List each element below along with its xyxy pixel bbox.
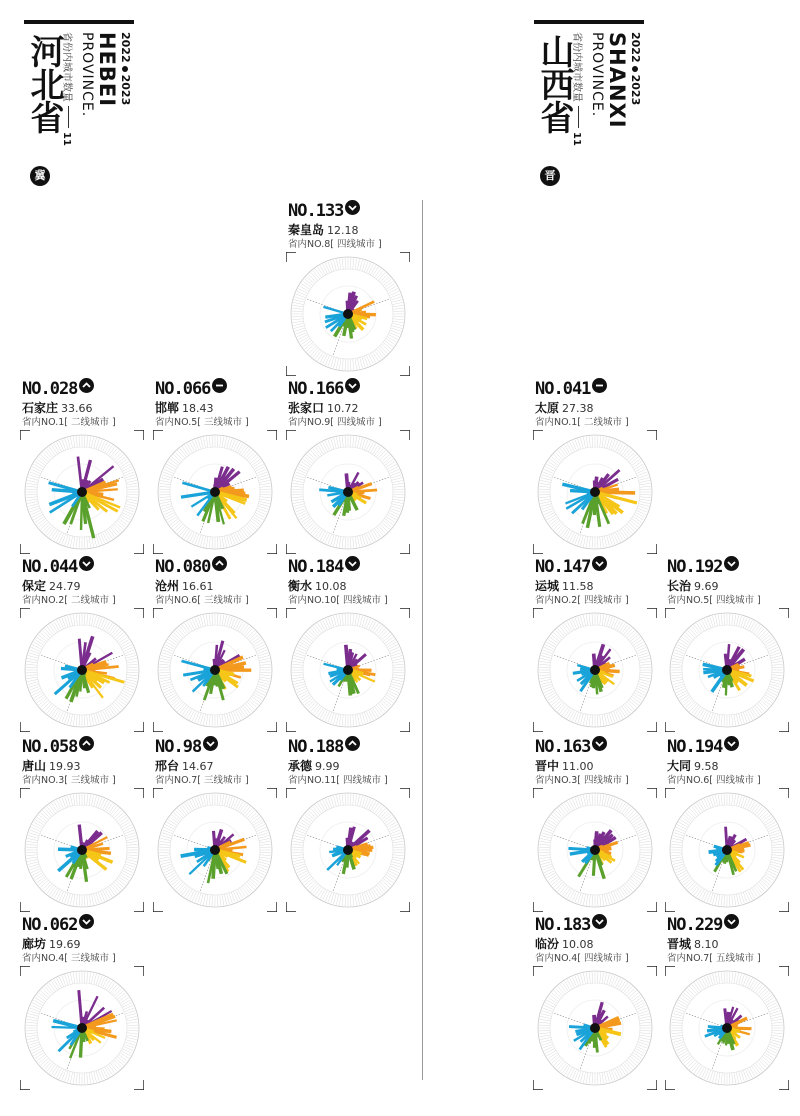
chevron-up-glyph bbox=[83, 384, 90, 388]
corner-bracket bbox=[647, 902, 657, 912]
city-name-line: 邯郸 18.43 bbox=[155, 401, 214, 415]
rank-label: NO.058 bbox=[22, 736, 94, 757]
corner-bracket bbox=[779, 722, 789, 732]
corner-bracket bbox=[267, 902, 277, 912]
city-card bbox=[533, 556, 661, 732]
chevron-up-icon bbox=[79, 378, 94, 393]
city-card bbox=[20, 378, 148, 554]
city-card bbox=[286, 200, 414, 376]
corner-bracket bbox=[779, 1080, 789, 1090]
rank-label: NO.194 bbox=[667, 736, 739, 757]
city-name-line: 承德 9.99 bbox=[288, 759, 340, 773]
center-dot bbox=[590, 487, 600, 497]
radial-chart bbox=[533, 430, 657, 554]
chevron-up-icon bbox=[345, 736, 360, 751]
rank-label: NO.147 bbox=[535, 556, 607, 577]
corner-bracket bbox=[533, 966, 543, 976]
center-dot bbox=[590, 1023, 600, 1033]
corner-bracket bbox=[286, 430, 296, 440]
city-subtitle: 省内NO.6[ 三线城市 ] bbox=[155, 595, 249, 606]
city-subtitle: 省内NO.2[ 二线城市 ] bbox=[22, 595, 116, 606]
city-score: 18.43 bbox=[182, 402, 214, 415]
corner-bracket bbox=[286, 544, 296, 554]
city-count-row: 省份内城市数量11 bbox=[571, 32, 582, 146]
province-divider bbox=[422, 200, 423, 1080]
corner-bracket bbox=[647, 430, 657, 440]
corner-bracket bbox=[20, 430, 30, 440]
trend-icon bbox=[79, 378, 94, 393]
city-score: 11.58 bbox=[562, 580, 594, 593]
corner-bracket bbox=[153, 430, 163, 440]
rank-label: NO.066 bbox=[155, 378, 227, 399]
city-subtitle: 省内NO.7[ 三线城市 ] bbox=[155, 775, 249, 786]
city-name-line: 衡水 10.08 bbox=[288, 579, 347, 593]
city-card bbox=[153, 736, 281, 912]
trend-icon bbox=[592, 556, 607, 571]
center-dot bbox=[210, 487, 220, 497]
chevron-down-glyph bbox=[596, 562, 603, 566]
corner-bracket bbox=[647, 788, 657, 798]
corner-bracket bbox=[267, 544, 277, 554]
chevron-down-icon bbox=[79, 556, 94, 571]
city-card bbox=[20, 736, 148, 912]
rank-label: NO.166 bbox=[288, 378, 360, 399]
chevron-down-glyph bbox=[596, 920, 603, 924]
corner-bracket bbox=[286, 902, 296, 912]
city-count: 11 bbox=[61, 132, 72, 146]
dot-icon bbox=[632, 66, 638, 72]
year-range: 20222023 bbox=[629, 32, 642, 106]
city-subtitle: 省内NO.11[ 四线城市 ] bbox=[288, 775, 388, 786]
corner-bracket bbox=[779, 966, 789, 976]
corner-bracket bbox=[647, 544, 657, 554]
rank-label: NO.041 bbox=[535, 378, 607, 399]
corner-bracket bbox=[779, 608, 789, 618]
corner-bracket bbox=[20, 722, 30, 732]
corner-bracket bbox=[647, 608, 657, 618]
chevron-down-glyph bbox=[83, 920, 90, 924]
city-count-row: 省份内城市数量11 bbox=[61, 32, 72, 146]
city-score: 27.38 bbox=[562, 402, 594, 415]
city-subtitle: 省内NO.8[ 四线城市 ] bbox=[288, 239, 382, 250]
corner-bracket bbox=[20, 788, 30, 798]
rank-label: NO.183 bbox=[535, 914, 607, 935]
province-abbr-badge: 冀 bbox=[30, 166, 50, 186]
corner-bracket bbox=[533, 902, 543, 912]
city-score: 9.58 bbox=[694, 760, 719, 773]
chevron-down-icon bbox=[203, 736, 218, 751]
province-name-cn: 河北省 bbox=[24, 34, 64, 133]
radial-chart bbox=[665, 966, 789, 1090]
city-card bbox=[286, 378, 414, 554]
chevron-up-glyph bbox=[216, 562, 223, 566]
province-header-shanxi bbox=[534, 20, 646, 192]
corner-bracket bbox=[134, 608, 144, 618]
center-dot bbox=[722, 665, 732, 675]
chevron-down-icon bbox=[724, 914, 739, 929]
city-score: 14.67 bbox=[182, 760, 214, 773]
center-dot bbox=[590, 665, 600, 675]
radial-chart bbox=[20, 608, 144, 732]
trend-icon bbox=[592, 914, 607, 929]
radial-chart bbox=[665, 608, 789, 732]
corner-bracket bbox=[533, 544, 543, 554]
year-range: 20222023 bbox=[119, 32, 132, 106]
city-card bbox=[20, 556, 148, 732]
city-card bbox=[533, 736, 661, 912]
corner-bracket bbox=[134, 722, 144, 732]
chevron-down-glyph bbox=[83, 562, 90, 566]
corner-bracket bbox=[400, 608, 410, 618]
city-name-line: 保定 24.79 bbox=[22, 579, 81, 593]
chevron-down-icon bbox=[345, 378, 360, 393]
corner-bracket bbox=[400, 252, 410, 262]
chevron-down-icon bbox=[79, 914, 94, 929]
corner-bracket bbox=[533, 1080, 543, 1090]
corner-bracket bbox=[153, 608, 163, 618]
corner-bracket bbox=[134, 966, 144, 976]
trend-icon bbox=[724, 914, 739, 929]
center-dot bbox=[590, 845, 600, 855]
corner-bracket bbox=[267, 722, 277, 732]
city-card bbox=[20, 914, 148, 1090]
corner-bracket bbox=[400, 722, 410, 732]
corner-bracket bbox=[20, 966, 30, 976]
trend-icon bbox=[79, 556, 94, 571]
chevron-up-glyph bbox=[83, 742, 90, 746]
corner-bracket bbox=[665, 722, 675, 732]
city-name-line: 邢台 14.67 bbox=[155, 759, 214, 773]
city-card bbox=[286, 736, 414, 912]
chevron-down-icon bbox=[724, 556, 739, 571]
center-dot bbox=[722, 1023, 732, 1033]
corner-bracket bbox=[647, 966, 657, 976]
chevron-down-icon bbox=[724, 736, 739, 751]
center-dot bbox=[343, 309, 353, 319]
corner-bracket bbox=[134, 1080, 144, 1090]
corner-bracket bbox=[665, 966, 675, 976]
corner-bracket bbox=[665, 788, 675, 798]
corner-bracket bbox=[400, 544, 410, 554]
minus-icon bbox=[592, 378, 607, 393]
trend-icon bbox=[592, 736, 607, 751]
province-name-en: HEBEI bbox=[95, 32, 119, 108]
city-card bbox=[286, 556, 414, 732]
province-abbr-badge: 晋 bbox=[540, 166, 560, 186]
city-subtitle: 省内NO.4[ 三线城市 ] bbox=[22, 953, 116, 964]
trend-icon bbox=[592, 378, 607, 393]
city-score: 10.72 bbox=[327, 402, 359, 415]
chevron-up-icon bbox=[79, 736, 94, 751]
city-card bbox=[665, 736, 793, 912]
corner-bracket bbox=[20, 544, 30, 554]
radial-chart bbox=[153, 608, 277, 732]
center-dot bbox=[77, 1023, 87, 1033]
corner-bracket bbox=[153, 722, 163, 732]
trend-icon bbox=[79, 736, 94, 751]
chevron-up-icon bbox=[212, 556, 227, 571]
province-text-block bbox=[570, 32, 642, 146]
province-label: PROVINCE. bbox=[79, 32, 95, 118]
chevron-down-glyph bbox=[349, 562, 356, 566]
corner-bracket bbox=[665, 1080, 675, 1090]
city-card bbox=[665, 556, 793, 732]
corner-bracket bbox=[533, 608, 543, 618]
rank-label: NO.98 bbox=[155, 736, 218, 757]
corner-bracket bbox=[647, 1080, 657, 1090]
corner-bracket bbox=[134, 544, 144, 554]
trend-icon bbox=[724, 736, 739, 751]
city-name-line: 张家口 10.72 bbox=[288, 401, 359, 415]
city-name-line: 晋城 8.10 bbox=[667, 937, 719, 951]
center-dot bbox=[77, 665, 87, 675]
city-name-line: 石家庄 33.66 bbox=[22, 401, 93, 415]
corner-bracket bbox=[286, 608, 296, 618]
corner-bracket bbox=[533, 788, 543, 798]
corner-bracket bbox=[267, 430, 277, 440]
rank-label: NO.133 bbox=[288, 200, 360, 221]
city-name-line: 临汾 10.08 bbox=[535, 937, 594, 951]
corner-bracket bbox=[665, 608, 675, 618]
radial-chart bbox=[286, 252, 410, 376]
city-score: 9.69 bbox=[694, 580, 719, 593]
header-rule bbox=[24, 20, 134, 24]
rank-label: NO.229 bbox=[667, 914, 739, 935]
chevron-down-glyph bbox=[207, 742, 214, 746]
center-dot bbox=[722, 845, 732, 855]
chevron-up-glyph bbox=[349, 742, 356, 746]
city-score: 19.69 bbox=[49, 938, 81, 951]
corner-bracket bbox=[533, 430, 543, 440]
city-score: 19.93 bbox=[49, 760, 81, 773]
corner-bracket bbox=[286, 366, 296, 376]
city-score: 11.00 bbox=[562, 760, 594, 773]
corner-bracket bbox=[267, 788, 277, 798]
chevron-down-glyph bbox=[728, 562, 735, 566]
corner-bracket bbox=[286, 788, 296, 798]
city-score: 24.79 bbox=[49, 580, 81, 593]
city-score: 10.08 bbox=[562, 938, 594, 951]
city-score: 8.10 bbox=[694, 938, 719, 951]
city-subtitle: 省内NO.5[ 三线城市 ] bbox=[155, 417, 249, 428]
corner-bracket bbox=[286, 722, 296, 732]
radial-chart bbox=[20, 430, 144, 554]
province-name-en: SHANXI bbox=[605, 32, 629, 129]
trend-icon bbox=[724, 556, 739, 571]
radial-chart bbox=[533, 788, 657, 912]
radial-chart bbox=[153, 788, 277, 912]
city-card bbox=[533, 914, 661, 1090]
province-text-block bbox=[60, 32, 132, 146]
center-dot bbox=[77, 845, 87, 855]
minus-icon bbox=[212, 378, 227, 393]
city-score: 16.61 bbox=[182, 580, 214, 593]
city-name-line: 长治 9.69 bbox=[667, 579, 719, 593]
trend-icon bbox=[79, 914, 94, 929]
city-score: 9.99 bbox=[315, 760, 340, 773]
city-subtitle: 省内NO.3[ 四线城市 ] bbox=[535, 775, 629, 786]
chevron-down-icon bbox=[592, 914, 607, 929]
trend-icon bbox=[212, 556, 227, 571]
corner-bracket bbox=[134, 788, 144, 798]
city-score: 33.66 bbox=[61, 402, 93, 415]
corner-bracket bbox=[647, 722, 657, 732]
chevron-down-glyph bbox=[728, 920, 735, 924]
center-dot bbox=[210, 665, 220, 675]
trend-icon bbox=[345, 200, 360, 215]
rank-label: NO.163 bbox=[535, 736, 607, 757]
city-name-line: 廊坊 19.69 bbox=[22, 937, 81, 951]
chevron-down-icon bbox=[592, 736, 607, 751]
city-score: 10.08 bbox=[315, 580, 347, 593]
city-name-line: 沧州 16.61 bbox=[155, 579, 214, 593]
corner-bracket bbox=[20, 608, 30, 618]
radial-chart bbox=[286, 788, 410, 912]
radial-chart bbox=[286, 430, 410, 554]
chevron-down-glyph bbox=[728, 742, 735, 746]
corner-bracket bbox=[20, 1080, 30, 1090]
corner-bracket bbox=[286, 252, 296, 262]
trend-icon bbox=[345, 736, 360, 751]
city-subtitle: 省内NO.4[ 四线城市 ] bbox=[535, 953, 629, 964]
corner-bracket bbox=[20, 902, 30, 912]
chevron-down-glyph bbox=[349, 384, 356, 388]
city-card bbox=[153, 556, 281, 732]
city-card bbox=[533, 378, 661, 554]
city-name-line: 运城 11.58 bbox=[535, 579, 594, 593]
city-subtitle: 省内NO.9[ 四线城市 ] bbox=[288, 417, 382, 428]
province-header-hebei bbox=[24, 20, 136, 192]
city-name-line: 大同 9.58 bbox=[667, 759, 719, 773]
center-dot bbox=[343, 487, 353, 497]
trend-icon bbox=[212, 378, 227, 393]
dot-icon bbox=[122, 66, 128, 72]
trend-icon bbox=[345, 556, 360, 571]
corner-bracket bbox=[779, 902, 789, 912]
corner-bracket bbox=[134, 430, 144, 440]
city-subtitle: 省内NO.10[ 四线城市 ] bbox=[288, 595, 388, 606]
rank-label: NO.028 bbox=[22, 378, 94, 399]
city-name-line: 唐山 19.93 bbox=[22, 759, 81, 773]
radial-chart bbox=[533, 966, 657, 1090]
radial-chart bbox=[20, 788, 144, 912]
city-name-line: 秦皇岛 12.18 bbox=[288, 223, 359, 237]
chevron-down-glyph bbox=[349, 206, 356, 210]
city-subtitle: 省内NO.3[ 三线城市 ] bbox=[22, 775, 116, 786]
city-subtitle: 省内NO.2[ 四线城市 ] bbox=[535, 595, 629, 606]
center-dot bbox=[210, 845, 220, 855]
center-dot bbox=[343, 845, 353, 855]
city-subtitle: 省内NO.6[ 四线城市 ] bbox=[667, 775, 761, 786]
center-dot bbox=[77, 487, 87, 497]
radial-chart bbox=[665, 788, 789, 912]
city-name-line: 晋中 11.00 bbox=[535, 759, 594, 773]
corner-bracket bbox=[779, 788, 789, 798]
corner-bracket bbox=[153, 788, 163, 798]
city-score: 12.18 bbox=[327, 224, 359, 237]
corner-bracket bbox=[153, 544, 163, 554]
city-subtitle: 省内NO.5[ 四线城市 ] bbox=[667, 595, 761, 606]
rank-label: NO.062 bbox=[22, 914, 94, 935]
header-rule bbox=[534, 20, 644, 24]
rank-label: NO.080 bbox=[155, 556, 227, 577]
trend-icon bbox=[203, 736, 218, 751]
center-dot bbox=[343, 665, 353, 675]
corner-bracket bbox=[267, 608, 277, 618]
corner-bracket bbox=[153, 902, 163, 912]
corner-bracket bbox=[400, 788, 410, 798]
radial-chart bbox=[20, 966, 144, 1090]
city-subtitle: 省内NO.1[ 二线城市 ] bbox=[22, 417, 116, 428]
radial-chart bbox=[533, 608, 657, 732]
chevron-down-icon bbox=[592, 556, 607, 571]
chevron-down-glyph bbox=[596, 742, 603, 746]
chevron-down-icon bbox=[345, 200, 360, 215]
radial-chart bbox=[286, 608, 410, 732]
city-card bbox=[153, 378, 281, 554]
city-card bbox=[665, 914, 793, 1090]
corner-bracket bbox=[400, 902, 410, 912]
corner-bracket bbox=[665, 902, 675, 912]
rank-label: NO.188 bbox=[288, 736, 360, 757]
province-label: PROVINCE. bbox=[589, 32, 605, 118]
city-subtitle: 省内NO.7[ 五线城市 ] bbox=[667, 953, 761, 964]
rank-label: NO.044 bbox=[22, 556, 94, 577]
rank-label: NO.192 bbox=[667, 556, 739, 577]
corner-bracket bbox=[134, 902, 144, 912]
trend-icon bbox=[345, 378, 360, 393]
city-count: 11 bbox=[571, 132, 582, 146]
corner-bracket bbox=[533, 722, 543, 732]
rank-label: NO.184 bbox=[288, 556, 360, 577]
corner-bracket bbox=[400, 366, 410, 376]
radial-chart bbox=[153, 430, 277, 554]
chevron-down-icon bbox=[345, 556, 360, 571]
province-name-cn: 山西省 bbox=[534, 34, 574, 133]
corner-bracket bbox=[400, 430, 410, 440]
city-name-line: 太原 27.38 bbox=[535, 401, 594, 415]
city-subtitle: 省内NO.1[ 二线城市 ] bbox=[535, 417, 629, 428]
